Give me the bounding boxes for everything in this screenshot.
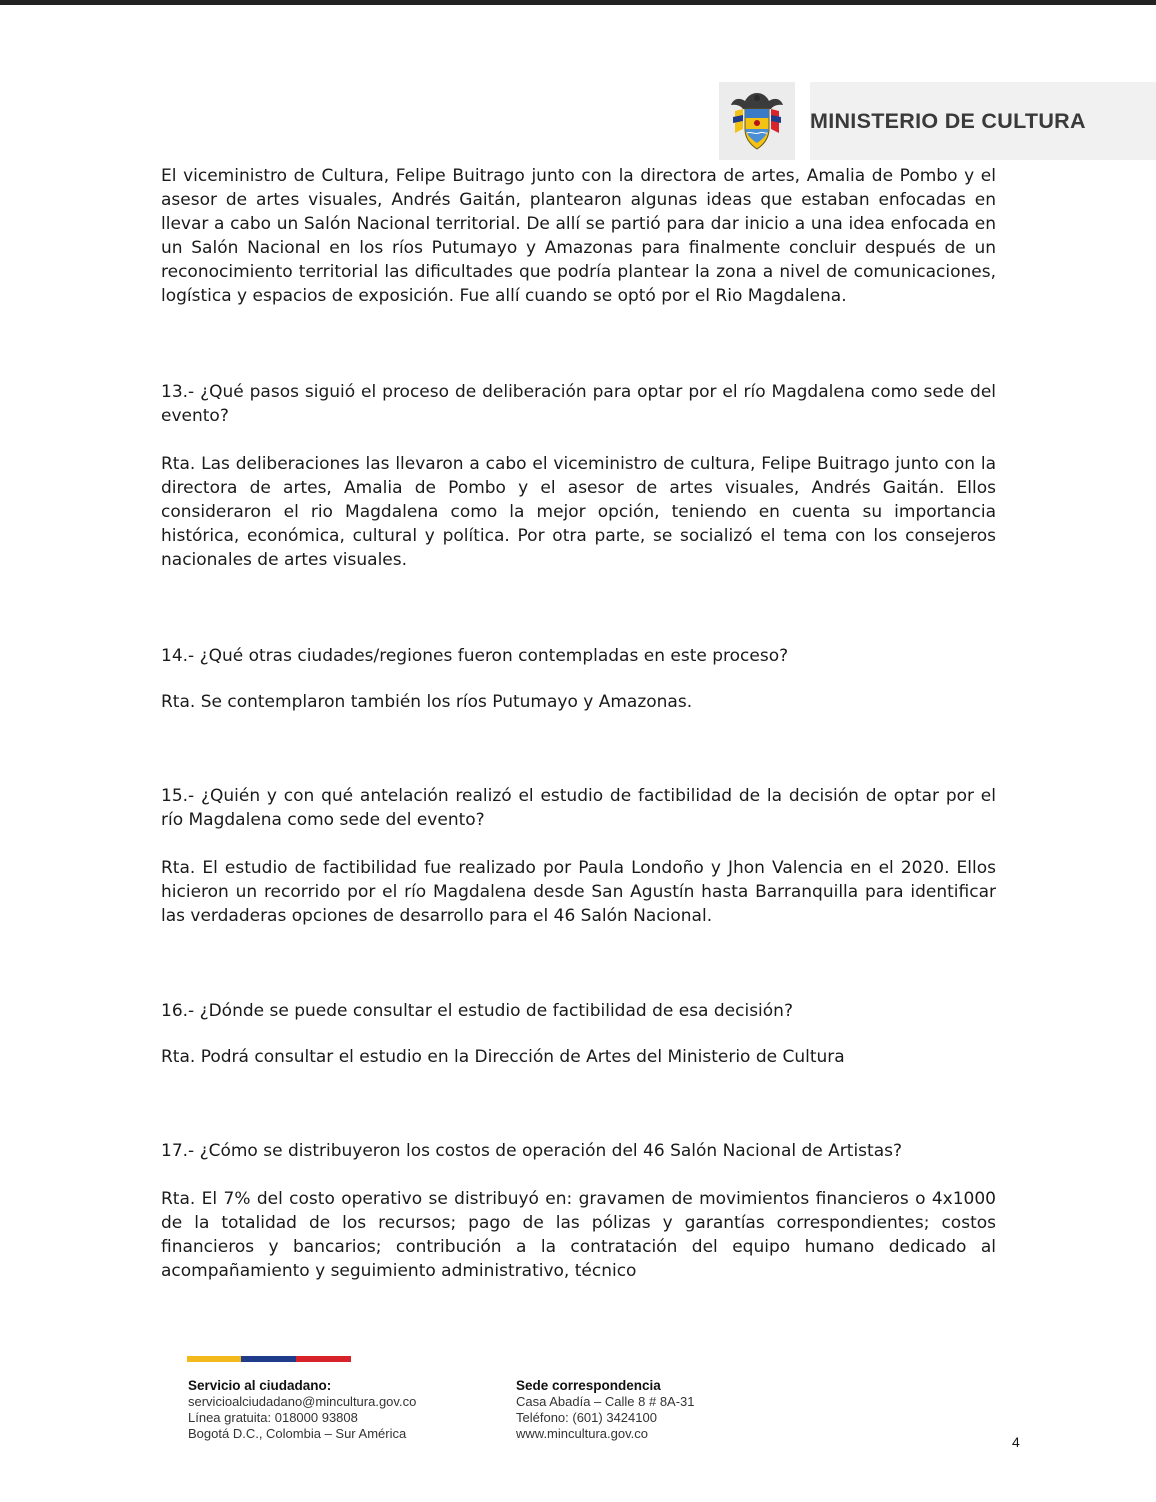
flag-yellow-segment — [187, 1356, 241, 1362]
footer-address: Casa Abadía – Calle 8 # 8A-31 — [516, 1394, 695, 1409]
question-14: 14.- ¿Qué otras ciudades/regiones fueron contempladas en este proceso? — [161, 646, 789, 666]
top-border — [0, 0, 1156, 5]
flag-color-bar — [187, 1356, 351, 1362]
answer-13: Rta. Las deliberaciones las llevaron a cabo el viceministro de cultura, Felipe Buitrago junto con la directora de artes, Amalia de Pombo y el asesor de artes visuales, Andrés Gaitán. Ellos consideraron el rio Magdalena como la mejor opción, teniendo en cuenta su importancia histórica, económica, cultural y política. Por otra parte, se socializó el tema con los consejeros nacionales de artes visuales. — [161, 454, 996, 570]
footer-service-heading: Servicio al ciudadano: — [188, 1378, 332, 1393]
footer-service — [188, 1378, 416, 1442]
footer-email[interactable]: servicioalciudadano@mincultura.gov.co — [188, 1394, 417, 1409]
answer-16: Rta. Podrá consultar el estudio en la Dirección de Artes del Ministerio de Cultura — [161, 1047, 845, 1067]
document-body — [161, 164, 996, 1283]
intro-paragraph: El viceministro de Cultura, Felipe Buitrago junto con la directora de artes, Amalia de Pombo y el asesor de artes visuales, Andrés Gaitán, plantearon algunas ideas que estaban enfocadas en llevar a cabo un Salón Nacional territorial. De allí se partió para dar inicio a una idea enfocada en un Salón Nacional en los ríos Putumayo y Amazonas para finalmente concluir después de un reconocimiento territorial las dificultades que podría plantear la zona a nivel de comunicaciones, logística y espacios de exposición. Fue allí cuando se optó por el Rio Magdalena. — [161, 166, 996, 306]
question-13: 13.- ¿Qué pasos siguió el proceso de deliberación para optar por el río Magdalena como sede del evento? — [161, 382, 996, 426]
page-number: 4 — [1012, 1434, 1020, 1450]
flag-red-segment — [296, 1356, 351, 1362]
footer-website[interactable]: www.mincultura.gov.co — [516, 1426, 648, 1441]
ministry-title: MINISTERIO DE CULTURA — [810, 109, 1086, 133]
colombia-coat-of-arms-icon — [729, 89, 785, 153]
footer-office-heading: Sede correspondencia — [516, 1378, 661, 1393]
answer-17: Rta. El 7% del costo operativo se distribuyó en: gravamen de movimientos financieros o 4x1000 de la totalidad de los recursos; pago de las pólizas y garantías correspondientes; costos financieros y bancarios; contribución a la contratación del equipo humano dedicado al acompañamiento y seguimiento administrativo, técnico — [161, 1189, 996, 1281]
footer-city: Bogotá D.C., Colombia – Sur América — [188, 1426, 407, 1441]
question-15: 15.- ¿Quién y con qué antelación realizó el estudio de factibilidad de la decisión de optar por el río Magdalena como sede del evento? — [161, 786, 996, 830]
footer-phone: Teléfono: (601) 3424100 — [516, 1410, 657, 1425]
header — [719, 82, 1156, 160]
flag-blue-segment — [241, 1356, 296, 1362]
footer-toll-free: Línea gratuita: 018000 93808 — [188, 1410, 358, 1425]
answer-14: Rta. Se contemplaron también los ríos Putumayo y Amazonas. — [161, 692, 693, 712]
header-separator — [795, 82, 810, 160]
footer-office — [516, 1378, 695, 1442]
question-17: 17.- ¿Cómo se distribuyeron los costos de operación del 46 Salón Nacional de Artistas? — [161, 1141, 902, 1161]
question-16: 16.- ¿Dónde se puede consultar el estudio de factibilidad de esa decisión? — [161, 1001, 793, 1021]
answer-15: Rta. El estudio de factibilidad fue realizado por Paula Londoño y Jhon Valencia en el 2020. Ellos hicieron un recorrido por el río Magdalena desde San Agustín hasta Barranquilla para identificar las verdaderas opciones de desarrollo para el 46 Salón Nacional. — [161, 858, 996, 926]
logo-cell — [719, 82, 795, 160]
